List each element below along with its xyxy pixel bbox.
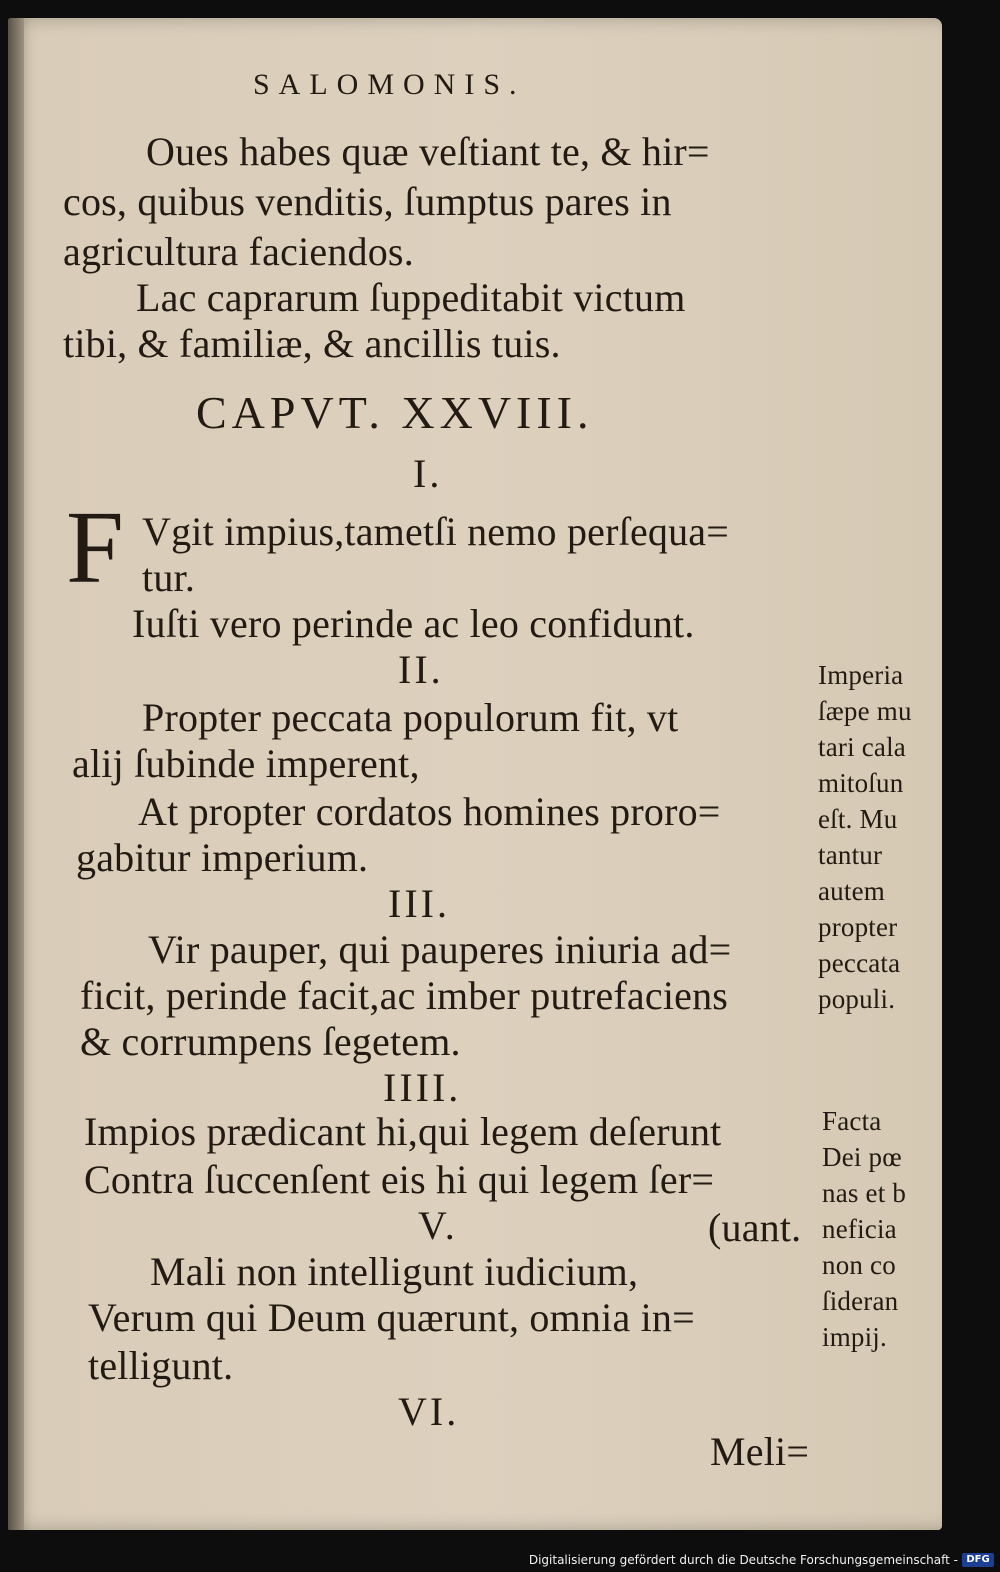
margin-note-line: neficia (822, 1214, 897, 1244)
text-line: tur. (142, 555, 196, 600)
book-page (8, 18, 942, 1530)
text-line: Mali non intelligunt iudicium, (150, 1249, 639, 1294)
dfg-logo: DFG (962, 1553, 994, 1567)
text-line: gabitur imperium. (76, 835, 369, 880)
verse-numeral: II. (398, 647, 444, 692)
text-line: (uant. (708, 1205, 802, 1250)
text-line: Impios prædicant hi,qui legem deſerunt (84, 1109, 722, 1154)
verse-numeral: VI. (398, 1389, 460, 1434)
margin-note-line: eſt. Mu (818, 804, 898, 834)
running-header: SALOMONIS. (253, 68, 526, 101)
text-line: Contra ſuccenſent eis hi qui legem ſer= (84, 1157, 715, 1202)
margin-note-line: non co (822, 1250, 896, 1280)
margin-note-line: Imperia (818, 660, 904, 690)
verse-numeral: I. (413, 451, 443, 496)
margin-note-line: Facta (822, 1106, 882, 1136)
verse-numeral: III. (388, 881, 450, 926)
text-line: Oues habes quæ veſtiant te, & hir= (146, 129, 710, 174)
margin-note-line: mitoſun (818, 768, 904, 798)
text-line: ficit, perinde facit,ac imber putrefaciens (80, 973, 729, 1018)
margin-note-line: Dei pœ (822, 1142, 902, 1172)
text-line: Verum qui Deum quærunt, omnia in= (88, 1295, 695, 1340)
verse-numeral: IIII. (383, 1065, 462, 1110)
margin-note-line: autem (818, 876, 885, 906)
text-line: Lac caprarum ſuppeditabit victum (136, 275, 686, 320)
drop-cap: F (66, 490, 125, 605)
digitization-credit: Digitalisierung gefördert durch die Deutsche Forschungsgemeinschaft - (528, 1553, 958, 1567)
text-line: & corrumpens ſegetem. (80, 1019, 461, 1064)
margin-note-line: tari cala (818, 732, 906, 762)
text-line: Vgit impius,tametſi nemo perſequa= (142, 509, 730, 554)
text-line: tibi, & familiæ, & ancillis tuis. (63, 321, 561, 366)
margin-note-line: nas et b (822, 1178, 907, 1208)
text-line: Propter peccata populorum fit, vt (142, 695, 679, 740)
verse-numeral: V. (418, 1203, 458, 1248)
text-line: agricultura faciendos. (63, 229, 414, 274)
text-line: cos, quibus venditis, ſumptus pares in (63, 179, 672, 224)
margin-note-line: peccata (818, 948, 901, 978)
catchword: Meli= (710, 1429, 810, 1474)
margin-note-line: ſideran (822, 1286, 899, 1316)
text-line: telligunt. (88, 1343, 234, 1388)
margin-note-line: impij. (822, 1322, 887, 1352)
margin-note-line: propter (818, 912, 898, 942)
chapter-heading: CAPVT. XXVIII. (196, 387, 594, 438)
text-line: Vir pauper, qui pauperes iniuria ad= (148, 927, 732, 972)
margin-note-line: populi. (818, 984, 896, 1014)
margin-note-line: ſæpe mu (818, 696, 912, 726)
text-line: Iuſti vero perinde ac leo confidunt. (132, 601, 695, 646)
text-line: At propter cordatos homines proro= (138, 789, 721, 834)
page-gutter-shadow (8, 18, 24, 1530)
text-line: alij ſubinde imperent, (72, 741, 420, 786)
margin-note-line: tantur (818, 840, 883, 870)
